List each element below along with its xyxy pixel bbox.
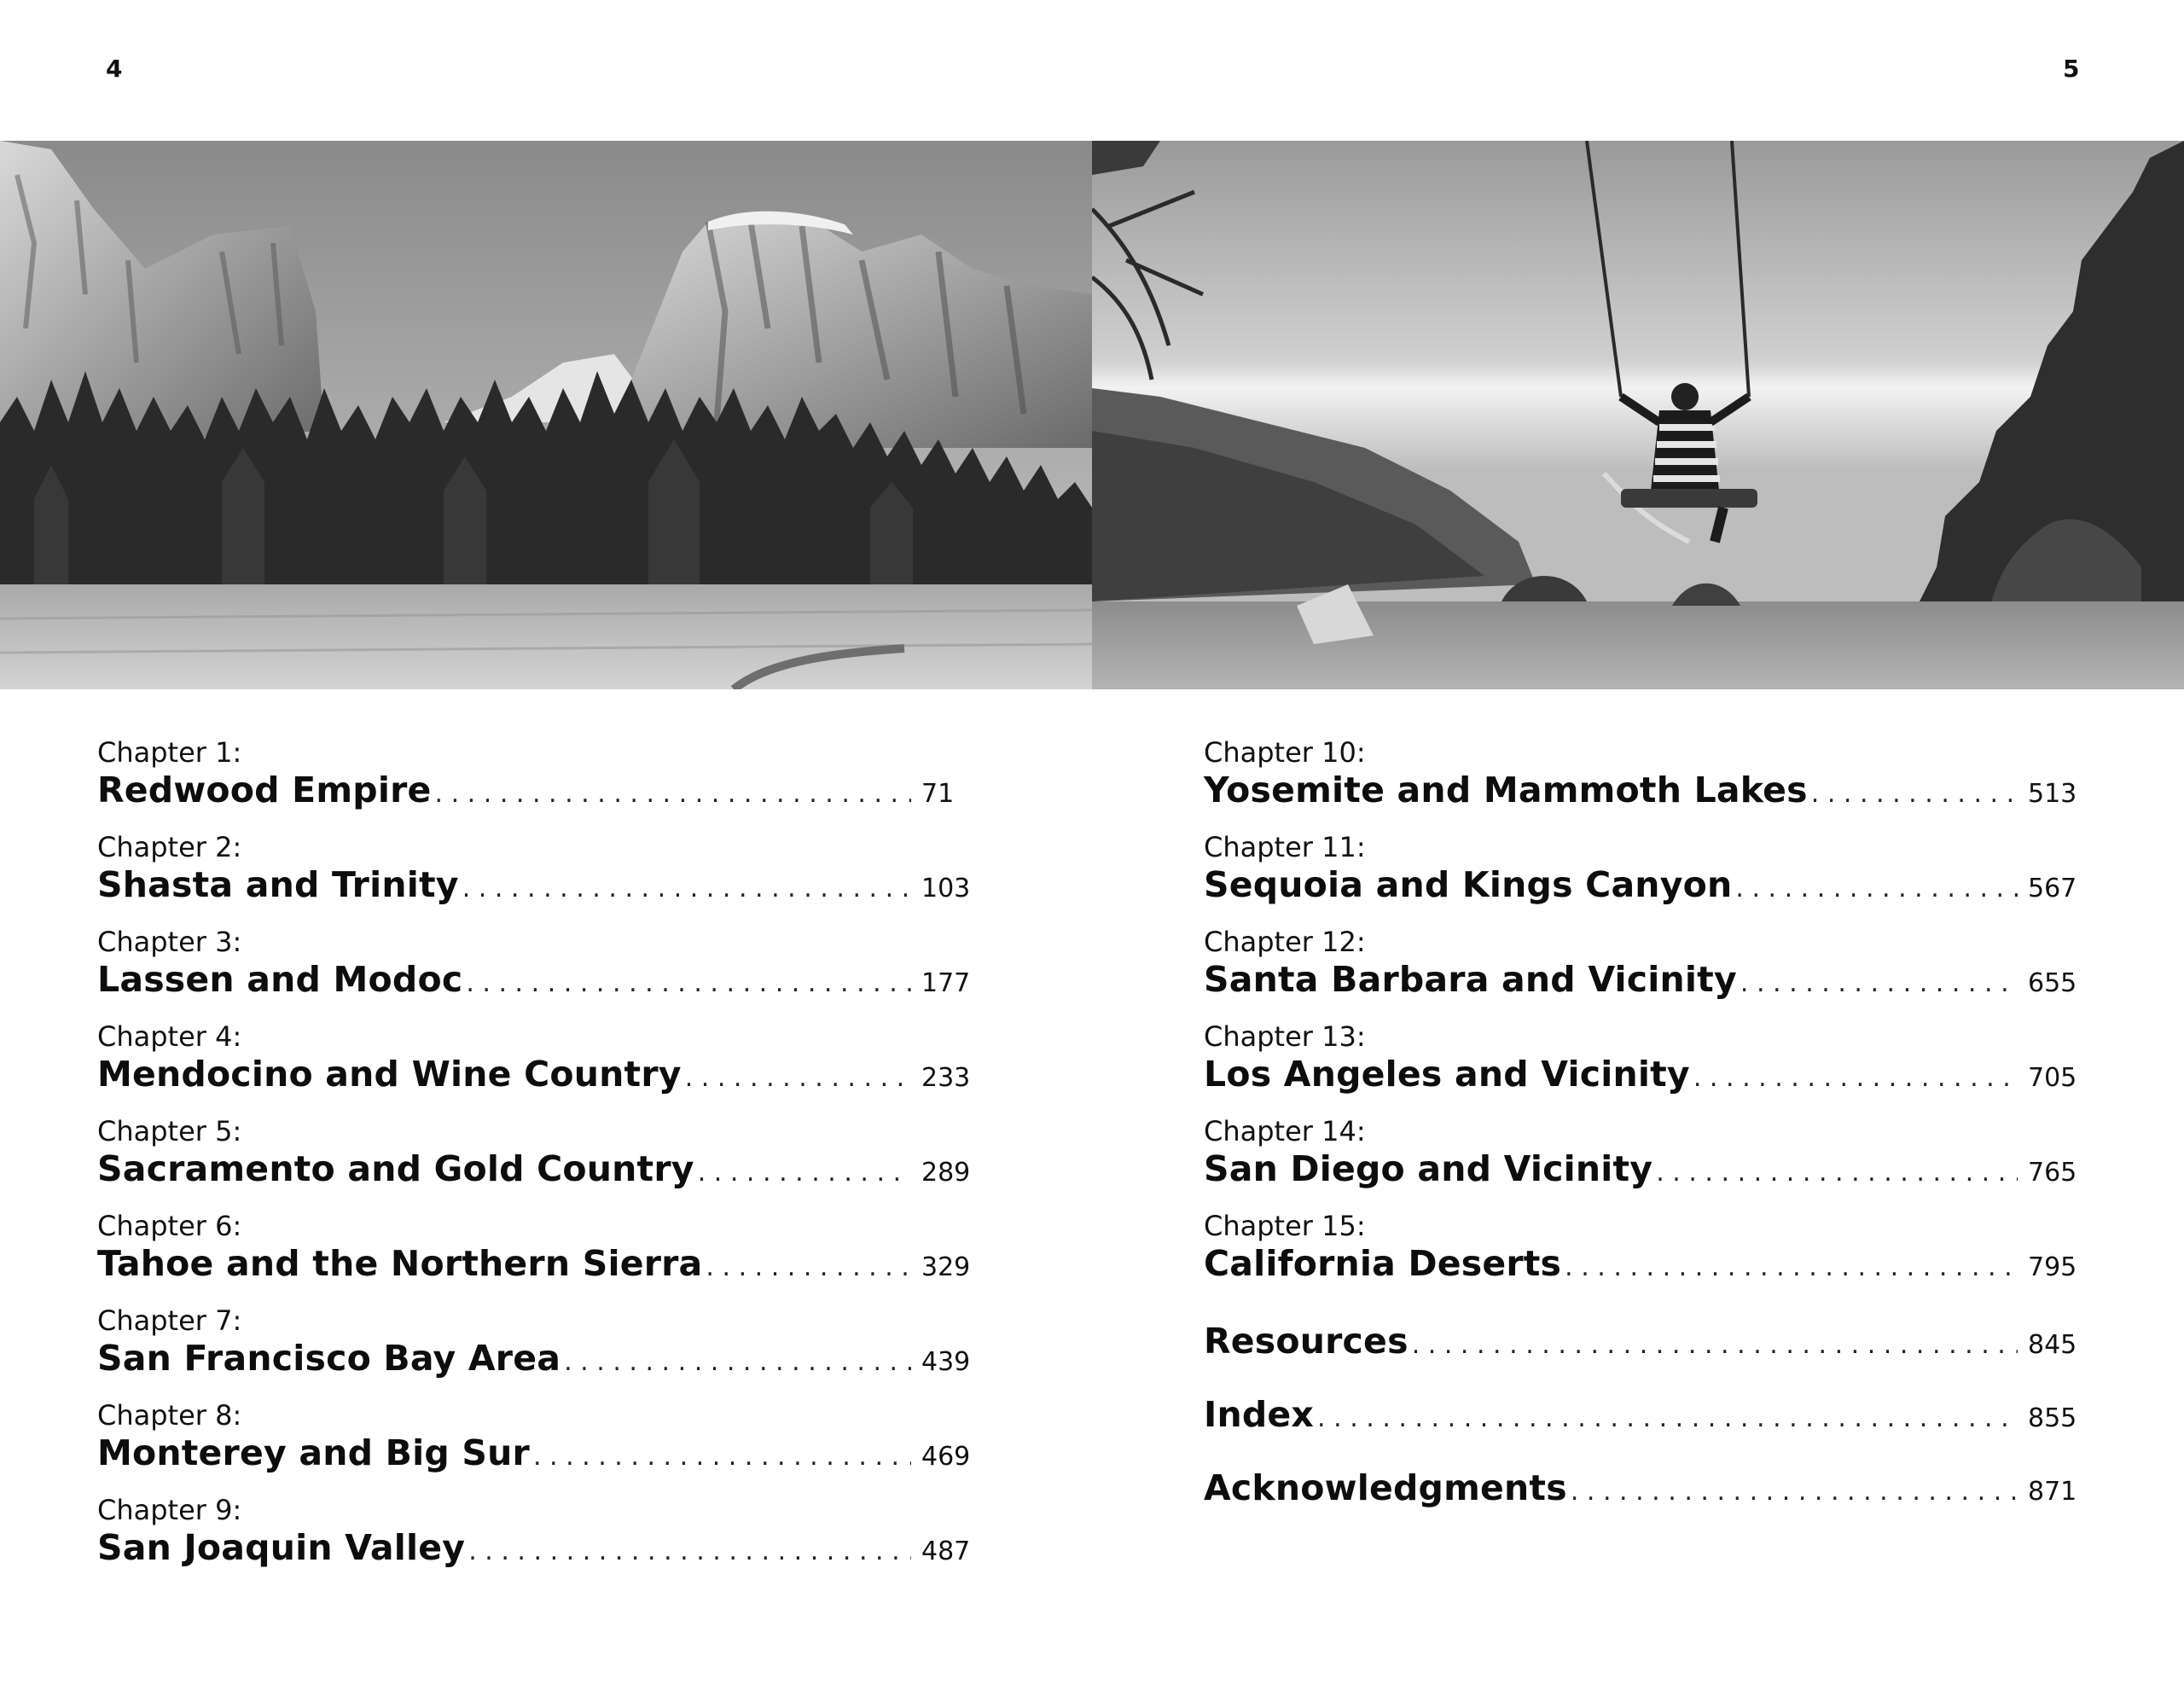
chapter-page: 103 bbox=[921, 874, 971, 903]
toc-left-column bbox=[97, 735, 981, 1588]
dot-leader bbox=[1571, 1477, 2018, 1507]
chapter-title: San Diego and Vicinity bbox=[1204, 1148, 1653, 1189]
chapter-label: Chapter 13: bbox=[1204, 1020, 1366, 1053]
chapter-title: Yosemite and Mammoth Lakes bbox=[1204, 770, 1808, 810]
chapter-label: Chapter 15: bbox=[1204, 1210, 1366, 1242]
chapter-page: 871 bbox=[2028, 1477, 2077, 1507]
dot-leader bbox=[685, 1063, 911, 1093]
chapter-label: Chapter 11: bbox=[1204, 831, 1366, 863]
dot-leader bbox=[1656, 1158, 2018, 1188]
chapter-page: 845 bbox=[2028, 1330, 2077, 1360]
chapter-title: San Joaquin Valley bbox=[97, 1527, 466, 1568]
chapter-label: Chapter 2: bbox=[97, 831, 242, 863]
photo-yosemite-valley bbox=[0, 141, 1092, 689]
chapter-title: Resources bbox=[1204, 1321, 1409, 1362]
chapter-page: 439 bbox=[921, 1347, 971, 1377]
dot-leader bbox=[533, 1442, 911, 1472]
chapter-title: Tahoe and the Northern Sierra bbox=[97, 1243, 703, 1284]
toc-entry-index[interactable] bbox=[1204, 1394, 2088, 1467]
toc-right-column bbox=[1204, 735, 2088, 1541]
toc-entry[interactable] bbox=[97, 925, 981, 1019]
chapter-page: 487 bbox=[921, 1536, 971, 1566]
toc-entry[interactable] bbox=[97, 1493, 981, 1588]
photo-swing-illustration bbox=[1092, 141, 2184, 689]
dot-leader bbox=[1740, 968, 2018, 998]
chapter-page: 705 bbox=[2028, 1063, 2077, 1093]
toc-entry[interactable] bbox=[1204, 925, 2088, 1019]
chapter-title: Mendocino and Wine Country bbox=[97, 1054, 682, 1095]
dot-leader bbox=[468, 1536, 911, 1566]
dot-leader bbox=[564, 1347, 911, 1377]
chapter-label: Chapter 10: bbox=[1204, 736, 1366, 769]
chapter-label: Chapter 5: bbox=[97, 1115, 242, 1147]
chapter-title: Monterey and Big Sur bbox=[97, 1432, 530, 1473]
chapter-title: Index bbox=[1204, 1394, 1315, 1435]
chapter-page: 655 bbox=[2028, 968, 2077, 998]
chapter-title: San Francisco Bay Area bbox=[97, 1338, 561, 1379]
chapter-title: Lassen and Modoc bbox=[97, 959, 463, 1000]
dot-leader bbox=[462, 874, 911, 903]
chapter-label: Chapter 9: bbox=[97, 1494, 242, 1526]
toc-entry[interactable] bbox=[1204, 1114, 2088, 1209]
chapter-page: 765 bbox=[2028, 1158, 2077, 1188]
chapter-title: Redwood Empire bbox=[97, 770, 432, 810]
toc-entry-acknowledgments[interactable] bbox=[1204, 1467, 2088, 1541]
toc-entry[interactable] bbox=[97, 1398, 981, 1493]
dot-leader bbox=[1735, 874, 2018, 903]
toc-entry[interactable] bbox=[1204, 1019, 2088, 1114]
chapter-label: Chapter 8: bbox=[97, 1399, 242, 1432]
dot-leader bbox=[706, 1252, 911, 1282]
chapter-label: Chapter 3: bbox=[97, 926, 242, 958]
chapter-title: Shasta and Trinity bbox=[97, 864, 459, 905]
chapter-label: Chapter 14: bbox=[1204, 1115, 1366, 1147]
chapter-page: 469 bbox=[921, 1442, 971, 1472]
chapter-page: 289 bbox=[921, 1158, 971, 1188]
toc-entry[interactable] bbox=[97, 1304, 981, 1398]
toc-entry[interactable] bbox=[97, 1209, 981, 1304]
chapter-page: 177 bbox=[921, 968, 971, 998]
photo-big-sur-swing bbox=[1092, 141, 2184, 689]
chapter-label: Chapter 1: bbox=[97, 736, 242, 769]
toc-entry[interactable] bbox=[97, 1114, 981, 1209]
dot-leader bbox=[1412, 1330, 2018, 1360]
chapter-title: Los Angeles and Vicinity bbox=[1204, 1054, 1690, 1095]
dot-leader bbox=[435, 779, 911, 809]
chapter-title: California Deserts bbox=[1204, 1243, 1562, 1284]
toc-entry[interactable] bbox=[1204, 735, 2088, 830]
chapter-page: 233 bbox=[921, 1063, 971, 1093]
chapter-page: 329 bbox=[921, 1252, 971, 1282]
dot-leader bbox=[1565, 1252, 2018, 1282]
chapter-label: Chapter 4: bbox=[97, 1020, 242, 1053]
chapter-label: Chapter 6: bbox=[97, 1210, 242, 1242]
dot-leader bbox=[1811, 779, 2018, 809]
dot-leader bbox=[1693, 1063, 2018, 1093]
toc-entry[interactable] bbox=[1204, 830, 2088, 925]
page-number-left: 4 bbox=[106, 55, 123, 83]
dot-leader bbox=[698, 1158, 911, 1188]
chapter-title: Acknowledgments bbox=[1204, 1467, 1567, 1508]
photo-yosemite-illustration bbox=[0, 141, 1092, 689]
toc-entry[interactable] bbox=[97, 1019, 981, 1114]
chapter-page: 513 bbox=[2028, 779, 2077, 809]
chapter-label: Chapter 7: bbox=[97, 1304, 242, 1337]
dot-leader bbox=[466, 968, 911, 998]
toc-entry-resources[interactable] bbox=[1204, 1321, 2088, 1394]
toc-entry[interactable] bbox=[1204, 1209, 2088, 1304]
chapter-page: 71 bbox=[921, 779, 955, 809]
chapter-label: Chapter 12: bbox=[1204, 926, 1366, 958]
toc-entry[interactable] bbox=[97, 735, 981, 830]
chapter-title: Sequoia and Kings Canyon bbox=[1204, 864, 1733, 905]
chapter-title: Santa Barbara and Vicinity bbox=[1204, 959, 1737, 1000]
dot-leader bbox=[1317, 1403, 2018, 1433]
toc-entry[interactable] bbox=[97, 830, 981, 925]
page-number-right: 5 bbox=[2063, 55, 2080, 83]
chapter-title: Sacramento and Gold Country bbox=[97, 1148, 694, 1189]
chapter-page: 855 bbox=[2028, 1403, 2077, 1433]
chapter-page: 567 bbox=[2028, 874, 2077, 903]
chapter-page: 795 bbox=[2028, 1252, 2077, 1282]
